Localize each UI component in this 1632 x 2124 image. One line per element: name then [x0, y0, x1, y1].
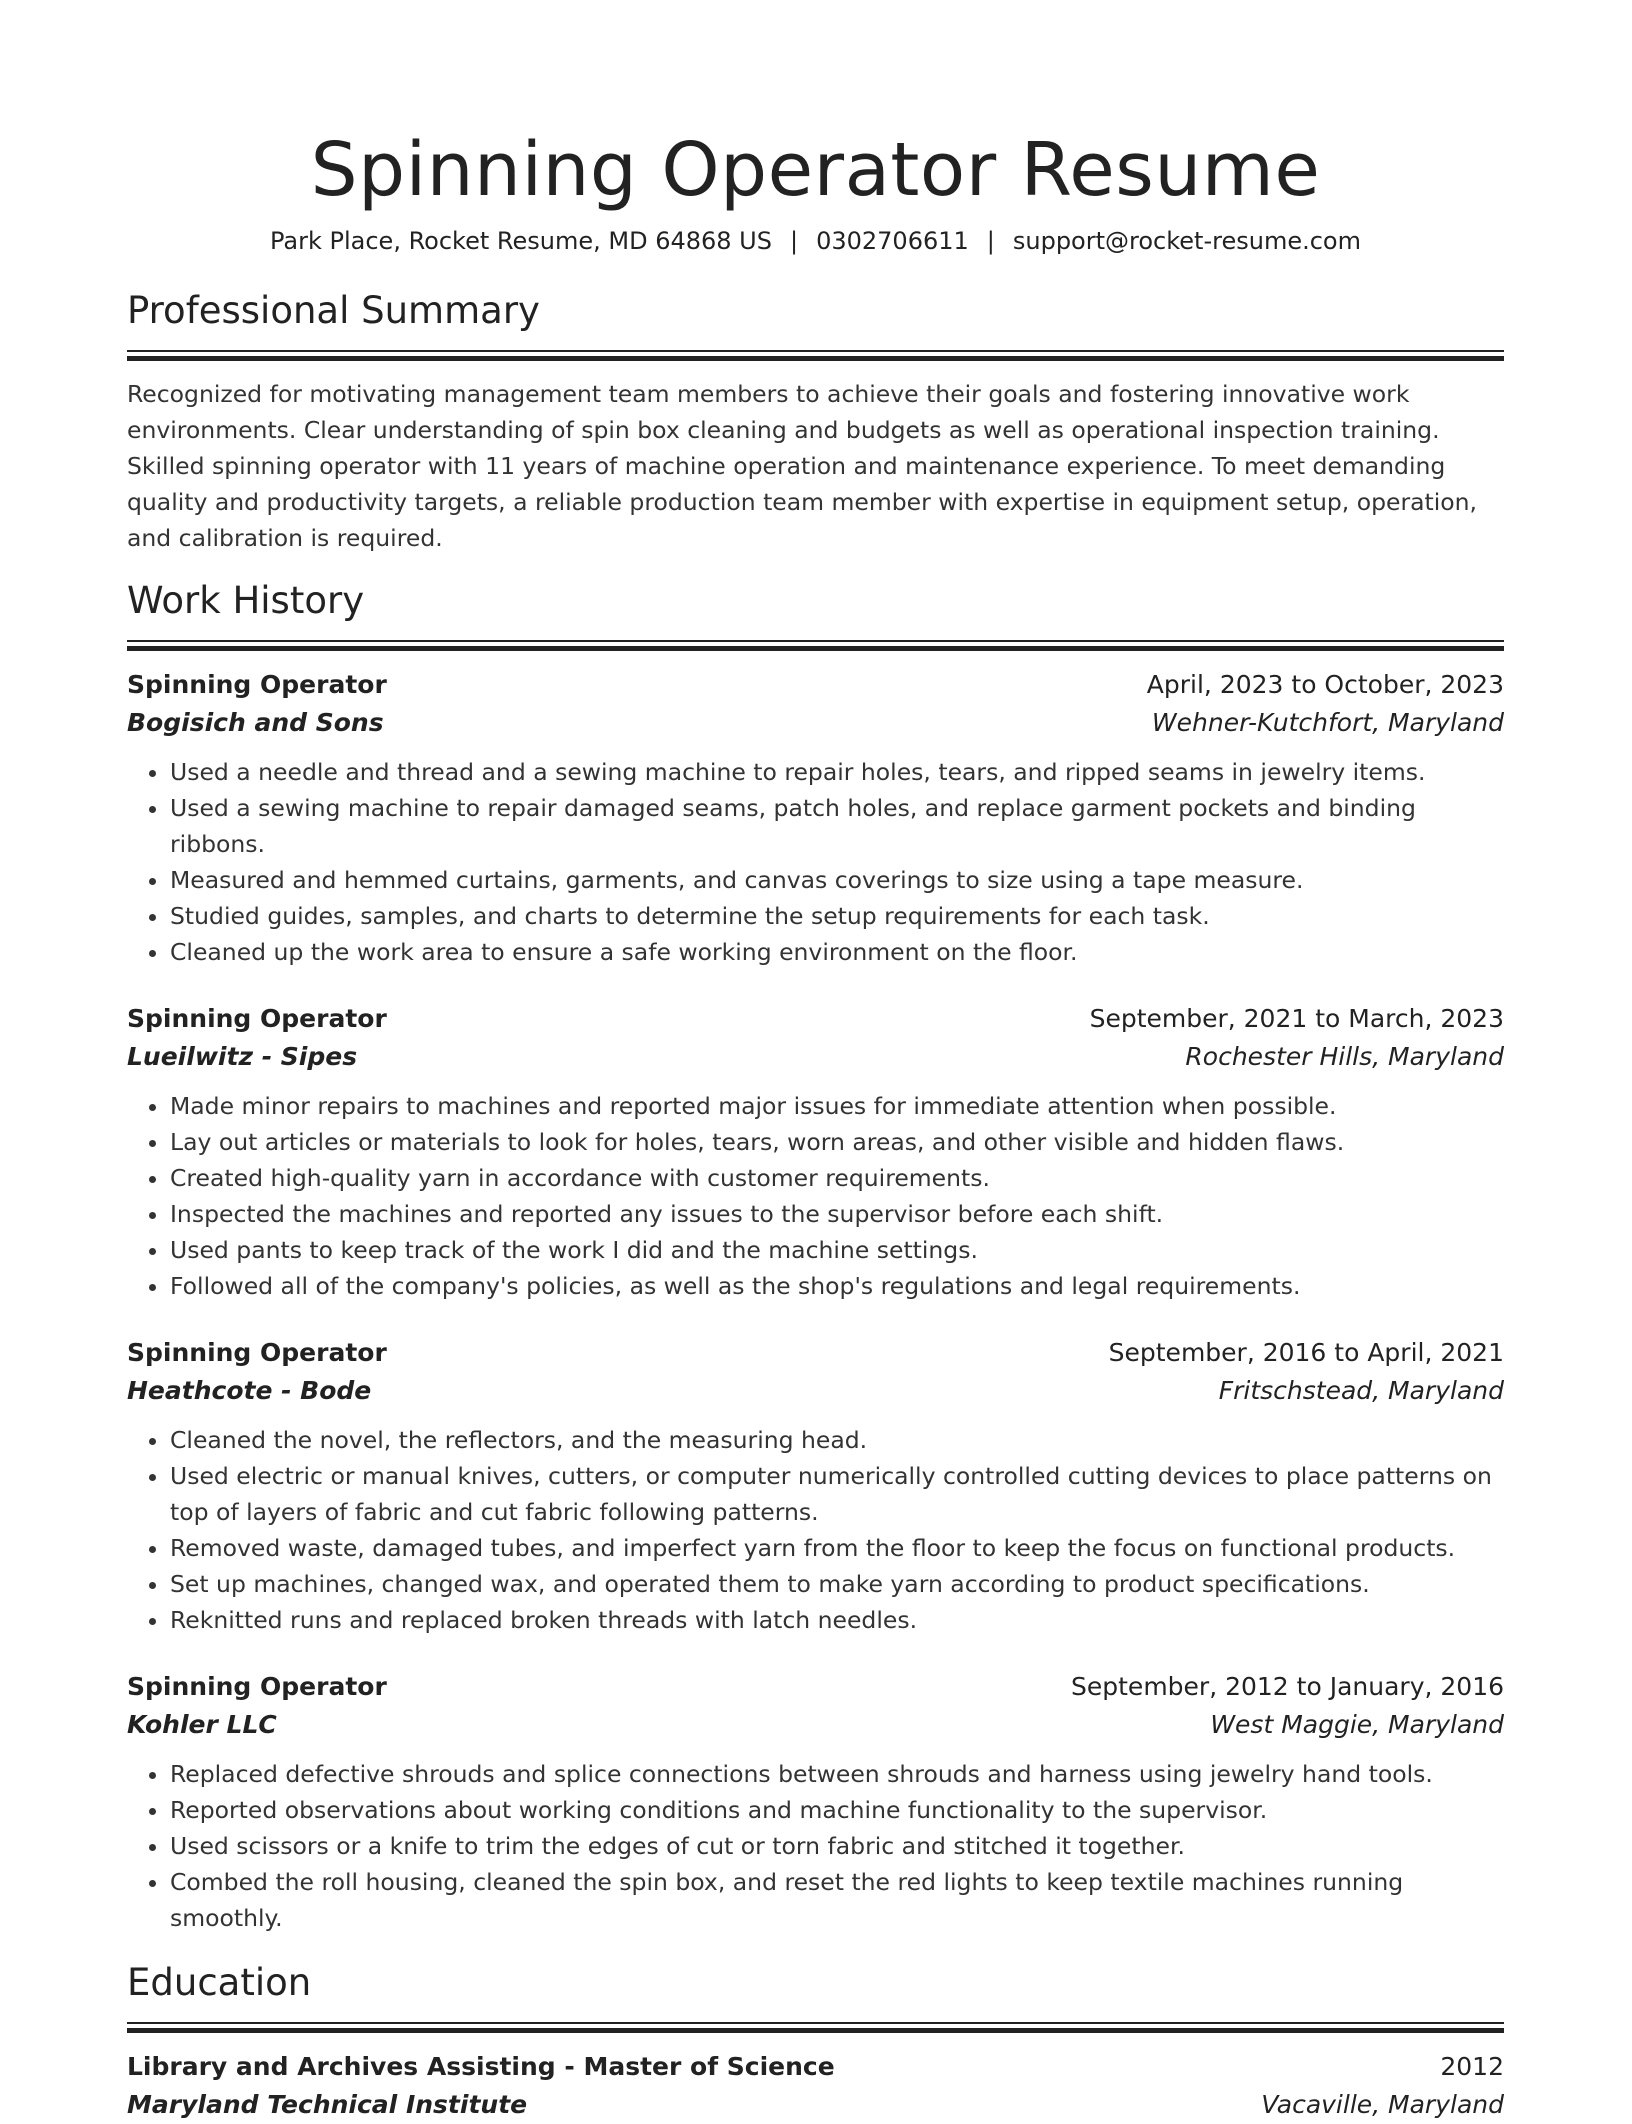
job-header-row: [127, 1000, 1504, 1038]
section-heading-education: Education: [127, 1961, 312, 2004]
job-bullet-list: [127, 1088, 1504, 1304]
education-header-row: [127, 2048, 1504, 2086]
contact-phone: 0302706611: [816, 227, 969, 255]
job-location: Rochester Hills, Maryland: [1185, 1042, 1504, 1071]
job-company: Kohler LLC: [127, 1710, 277, 1739]
job-entry: [127, 1668, 1504, 1936]
job-dates: April, 2023 to October, 2023: [1146, 670, 1504, 699]
job-dates: September, 2012 to January, 2016: [1071, 1672, 1504, 1701]
list-item: • Followed all of the company's policies, as well as the shop's regulations and legal requirements.: [170, 1268, 1504, 1304]
job-company: Bogisich and Sons: [127, 708, 384, 737]
section-heading-summary: Professional Summary: [127, 289, 540, 332]
section-heading-work-history: Work History: [127, 579, 365, 622]
summary-text: Recognized for motivating management team members to achieve their goals and fostering innovative work environments. Clear understanding of spin box cleaning and budgets as well as operational inspection training. Skilled spinning operator with 11 years of machine operation and maintenance experience. To meet demanding quality and productivity targets, a reliable production team member with expertise in equipment setup, operation, and calibration is required.: [127, 380, 1477, 552]
contact-separator: |: [986, 227, 995, 255]
education-school-row: [127, 2086, 1504, 2124]
job-company: Lueilwitz - Sipes: [127, 1042, 358, 1071]
job-location: Fritschstead, Maryland: [1218, 1376, 1504, 1405]
list-item: • Cleaned up the work area to ensure a safe working environment on the floor.: [170, 934, 1504, 970]
job-header-row: [127, 1668, 1504, 1706]
job-entry: [127, 1000, 1504, 1304]
job-title: Spinning Operator: [127, 1004, 387, 1033]
job-header-row: [127, 666, 1504, 704]
list-item: • Replaced defective shrouds and splice connections between shrouds and harness using jewelry hand tools.: [170, 1756, 1504, 1792]
job-dates: September, 2016 to April, 2021: [1108, 1338, 1504, 1367]
work-history-section: [127, 578, 1504, 1936]
job-title: Spinning Operator: [127, 1672, 387, 1701]
job-entry: [127, 666, 1504, 970]
list-item: • Removed waste, damaged tubes, and imperfect yarn from the floor to keep the focus on functional products.: [170, 1530, 1504, 1566]
job-bullet-list: [127, 1756, 1504, 1936]
job-company-row: [127, 1706, 1504, 1744]
list-item: • Created high-quality yarn in accordance with customer requirements.: [170, 1160, 1504, 1196]
job-company-row: [127, 1038, 1504, 1076]
education-location: Vacaville, Maryland: [1261, 2090, 1504, 2119]
resume-title: Spinning Operator Resume: [310, 127, 1321, 213]
education-year: 2012: [1440, 2052, 1504, 2081]
list-item: • Combed the roll housing, cleaned the spin box, and reset the red lights to keep textile machines running smoothly.: [170, 1864, 1504, 1936]
list-item: • Used scissors or a knife to trim the edges of cut or torn fabric and stitched it together.: [170, 1828, 1504, 1864]
list-item: • Made minor repairs to machines and reported major issues for immediate attention when possible.: [170, 1088, 1504, 1124]
list-item: • Lay out articles or materials to look for holes, tears, worn areas, and other visible and hidden flaws.: [170, 1124, 1504, 1160]
job-entry: [127, 1334, 1504, 1638]
contact-email: support@rocket-resume.com: [1012, 227, 1361, 255]
section-divider: [127, 640, 1504, 652]
list-item: • Used electric or manual knives, cutters, or computer numerically controlled cutting devices to place patterns on top of layers of fabric and cut fabric following patterns.: [170, 1458, 1504, 1530]
section-divider: [127, 2022, 1504, 2034]
list-item: • Used a sewing machine to repair damaged seams, patch holes, and replace garment pockets and binding ribbons.: [170, 790, 1504, 862]
resume-page: [127, 0, 1504, 2124]
job-company: Heathcote - Bode: [127, 1376, 372, 1405]
list-item: • Inspected the machines and reported any issues to the supervisor before each shift.: [170, 1196, 1504, 1232]
contact-address: Park Place, Rocket Resume, MD 64868 US: [270, 227, 772, 255]
job-location: Wehner-Kutchfort, Maryland: [1151, 708, 1504, 737]
job-dates: September, 2021 to March, 2023: [1089, 1004, 1504, 1033]
education-entry: [127, 2048, 1504, 2124]
list-item: • Reknitted runs and replaced broken threads with latch needles.: [170, 1602, 1504, 1638]
job-title: Spinning Operator: [127, 670, 387, 699]
education-section: [127, 1960, 1504, 2124]
contact-line: [127, 224, 1504, 258]
job-company-row: [127, 704, 1504, 742]
list-item: • Reported observations about working conditions and machine functionality to the supervisor.: [170, 1792, 1504, 1828]
list-item: • Studied guides, samples, and charts to determine the setup requirements for each task.: [170, 898, 1504, 934]
job-title: Spinning Operator: [127, 1338, 387, 1367]
summary-section: [127, 288, 1504, 556]
education-school: Maryland Technical Institute: [127, 2090, 528, 2119]
job-bullet-list: [127, 754, 1504, 970]
job-bullet-list: [127, 1422, 1504, 1638]
list-item: • Measured and hemmed curtains, garments, and canvas coverings to size using a tape measure.: [170, 862, 1504, 898]
job-location: West Maggie, Maryland: [1210, 1710, 1504, 1739]
list-item: • Set up machines, changed wax, and operated them to make yarn according to product specifications.: [170, 1566, 1504, 1602]
list-item: • Cleaned the novel, the reflectors, and the measuring head.: [170, 1422, 1504, 1458]
list-item: • Used pants to keep track of the work I did and the machine settings.: [170, 1232, 1504, 1268]
job-company-row: [127, 1372, 1504, 1410]
job-header-row: [127, 1334, 1504, 1372]
section-divider: [127, 350, 1504, 362]
education-degree: Library and Archives Assisting - Master of Science: [127, 2052, 835, 2081]
contact-separator: |: [789, 227, 799, 255]
list-item: • Used a needle and thread and a sewing machine to repair holes, tears, and ripped seams in jewelry items.: [170, 754, 1504, 790]
